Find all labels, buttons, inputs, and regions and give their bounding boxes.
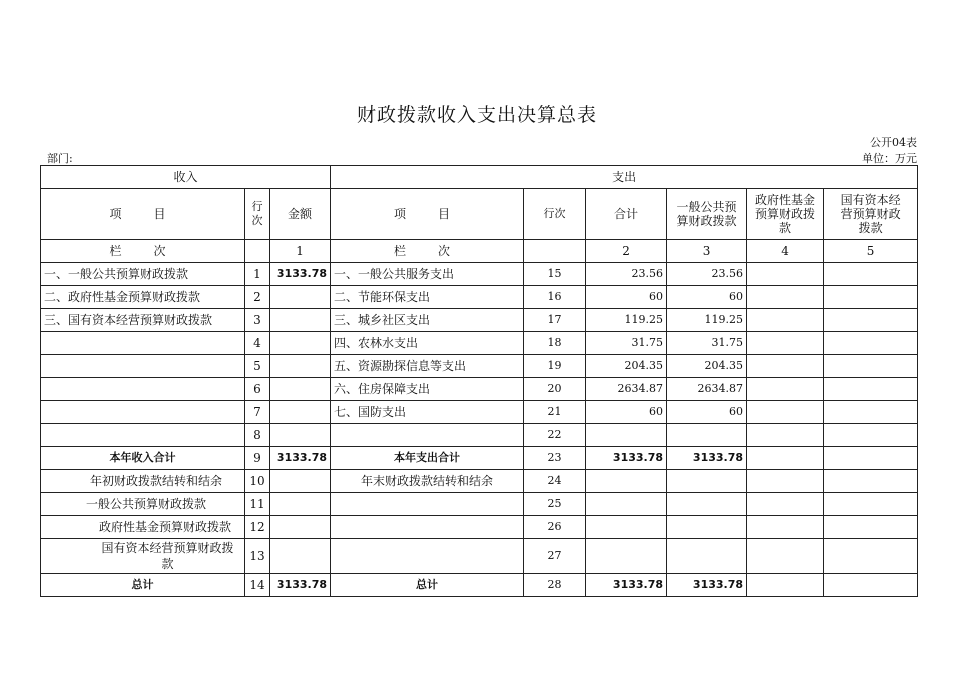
income-line-no: 10 (245, 470, 270, 493)
income-item (41, 378, 245, 401)
general-budget-amount (667, 493, 747, 516)
income-amount (270, 539, 331, 574)
col-number-5: 5 (824, 240, 918, 263)
income-item: 二、政府性基金预算财政拨款 (41, 286, 245, 309)
table-row (41, 378, 918, 401)
state-capital-amount (824, 309, 918, 332)
expense-item (331, 493, 524, 516)
expense-line-no: 16 (524, 286, 586, 309)
total-header: 合计 (586, 189, 667, 240)
fund-budget-amount (747, 447, 824, 470)
income-amount: 3133.78 (270, 574, 331, 597)
col-number-1: 1 (270, 240, 331, 263)
table-row (41, 401, 918, 424)
expense-line-no: 27 (524, 539, 586, 574)
state-capital-amount (824, 447, 918, 470)
income-amount: 3133.78 (270, 263, 331, 286)
income-line-header: 行次 (245, 189, 270, 240)
table-row (41, 470, 918, 493)
expense-item: 总计 (331, 574, 524, 597)
form-number: 公开04表 (870, 136, 917, 149)
general-budget-amount (667, 516, 747, 539)
table-row (41, 574, 918, 597)
fund-budget-amount (747, 355, 824, 378)
expense-line-no: 21 (524, 401, 586, 424)
income-line-no: 1 (245, 263, 270, 286)
fund-budget-amount (747, 309, 824, 332)
expense-item-header: 项 目 (331, 189, 524, 240)
total-amount: 3133.78 (586, 447, 667, 470)
expense-line-no: 20 (524, 378, 586, 401)
table-body (41, 263, 918, 597)
total-amount: 2634.87 (586, 378, 667, 401)
income-amount (270, 470, 331, 493)
table-row (41, 355, 918, 378)
income-amount (270, 309, 331, 332)
general-budget-amount: 60 (667, 401, 747, 424)
col-number-2: 2 (586, 240, 667, 263)
expense-item: 七、国防支出 (331, 401, 524, 424)
income-amount (270, 493, 331, 516)
expense-line-no: 25 (524, 493, 586, 516)
income-header: 收入 (41, 166, 331, 189)
income-item: 总计 (41, 574, 245, 597)
state-capital-amount (824, 286, 918, 309)
fund-budget-amount (747, 516, 824, 539)
expense-item: 四、农林水支出 (331, 332, 524, 355)
general-budget-amount: 204.35 (667, 355, 747, 378)
total-amount (586, 539, 667, 574)
amount-header: 金额 (270, 189, 331, 240)
income-line-no: 6 (245, 378, 270, 401)
income-line-no: 7 (245, 401, 270, 424)
state-capital-amount (824, 574, 918, 597)
expense-line-no: 26 (524, 516, 586, 539)
general-budget-amount: 23.56 (667, 263, 747, 286)
header-row-2 (41, 189, 918, 240)
income-item (41, 332, 245, 355)
expense-line-no: 15 (524, 263, 586, 286)
table-row (41, 286, 918, 309)
fund-budget-amount (747, 401, 824, 424)
income-line-no: 13 (245, 539, 270, 574)
income-item: 一般公共预算财政拨款 (41, 493, 245, 516)
expense-line-header: 行次 (524, 189, 586, 240)
expense-item: 一、一般公共服务支出 (331, 263, 524, 286)
page-title: 财政拨款收入支出决算总表 (356, 104, 597, 126)
income-amount (270, 424, 331, 447)
fund-budget-amount (747, 574, 824, 597)
fund-budget-header: 政府性基金预算财政拨款 (747, 189, 824, 240)
income-line-no: 11 (245, 493, 270, 516)
income-item: 国有资本经营预算财政拨款 (41, 539, 245, 574)
expense-item (331, 516, 524, 539)
state-capital-amount (824, 355, 918, 378)
income-item (41, 401, 245, 424)
income-item: 本年收入合计 (41, 447, 245, 470)
fund-budget-amount (747, 539, 824, 574)
fund-budget-amount (747, 493, 824, 516)
table-row (41, 424, 918, 447)
general-budget-amount: 3133.78 (667, 447, 747, 470)
expense-header: 支出 (331, 166, 918, 189)
table-row (41, 516, 918, 539)
income-line-no: 12 (245, 516, 270, 539)
expense-item: 本年支出合计 (331, 447, 524, 470)
total-amount (586, 470, 667, 493)
fund-budget-amount (747, 424, 824, 447)
income-line-no: 3 (245, 309, 270, 332)
income-amount (270, 516, 331, 539)
total-amount (586, 424, 667, 447)
general-budget-amount (667, 539, 747, 574)
general-budget-amount: 3133.78 (667, 574, 747, 597)
total-amount: 119.25 (586, 309, 667, 332)
state-capital-amount (824, 378, 918, 401)
income-item-header: 项 目 (41, 189, 245, 240)
expense-line-no: 24 (524, 470, 586, 493)
table-row (41, 493, 918, 516)
col-number-3: 3 (667, 240, 747, 263)
income-item: 三、国有资本经营预算财政拨款 (41, 309, 245, 332)
fund-budget-amount (747, 470, 824, 493)
expense-line-no: 18 (524, 332, 586, 355)
income-line-no: 4 (245, 332, 270, 355)
income-item (41, 424, 245, 447)
income-col-label: 栏 次 (41, 240, 245, 263)
income-amount (270, 355, 331, 378)
income-line-no: 2 (245, 286, 270, 309)
header-row-1 (41, 166, 918, 189)
general-budget-amount: 31.75 (667, 332, 747, 355)
total-amount (586, 493, 667, 516)
general-budget-amount: 60 (667, 286, 747, 309)
total-amount: 3133.78 (586, 574, 667, 597)
state-capital-amount (824, 470, 918, 493)
income-item: 政府性基金预算财政拨款 (41, 516, 245, 539)
state-capital-amount (824, 263, 918, 286)
expense-col-label: 栏 次 (331, 240, 524, 263)
fund-budget-amount (747, 263, 824, 286)
table-row (41, 332, 918, 355)
table-row (41, 263, 918, 286)
empty-cell (524, 240, 586, 263)
income-amount: 3133.78 (270, 447, 331, 470)
income-line-no: 14 (245, 574, 270, 597)
income-amount (270, 332, 331, 355)
income-amount (270, 378, 331, 401)
income-amount (270, 286, 331, 309)
income-item: 年初财政拨款结转和结余 (41, 470, 245, 493)
general-budget-amount: 2634.87 (667, 378, 747, 401)
col-number-4: 4 (747, 240, 824, 263)
expense-item (331, 539, 524, 574)
total-amount: 204.35 (586, 355, 667, 378)
total-amount: 31.75 (586, 332, 667, 355)
expense-item (331, 424, 524, 447)
table-row (41, 539, 918, 574)
income-item: 一、一般公共预算财政拨款 (41, 263, 245, 286)
general-budget-amount (667, 470, 747, 493)
income-amount (270, 401, 331, 424)
department-label: 部门: (47, 152, 73, 165)
state-capital-amount (824, 424, 918, 447)
general-budget-header: 一般公共预算财政拨款 (667, 189, 747, 240)
income-line-no: 8 (245, 424, 270, 447)
fund-budget-amount (747, 332, 824, 355)
total-amount: 23.56 (586, 263, 667, 286)
column-number-row (41, 240, 918, 263)
expense-line-no: 28 (524, 574, 586, 597)
table-row (41, 309, 918, 332)
expense-item: 二、节能环保支出 (331, 286, 524, 309)
income-line-no: 5 (245, 355, 270, 378)
state-capital-amount (824, 516, 918, 539)
total-amount: 60 (586, 401, 667, 424)
fund-budget-amount (747, 378, 824, 401)
state-capital-amount (824, 332, 918, 355)
unit-label: 单位：万元 (862, 152, 917, 165)
expense-line-no: 19 (524, 355, 586, 378)
general-budget-amount: 119.25 (667, 309, 747, 332)
income-line-no: 9 (245, 447, 270, 470)
state-capital-amount (824, 539, 918, 574)
expense-item: 六、住房保障支出 (331, 378, 524, 401)
state-capital-amount (824, 493, 918, 516)
expense-line-no: 22 (524, 424, 586, 447)
expense-item: 年末财政拨款结转和结余 (331, 470, 524, 493)
total-amount: 60 (586, 286, 667, 309)
expense-item: 三、城乡社区支出 (331, 309, 524, 332)
empty-cell (245, 240, 270, 263)
expense-line-no: 17 (524, 309, 586, 332)
state-capital-amount (824, 401, 918, 424)
total-amount (586, 516, 667, 539)
fund-budget-amount (747, 286, 824, 309)
state-capital-header: 国有资本经营预算财政拨款 (824, 189, 918, 240)
income-item (41, 355, 245, 378)
financial-summary-table (40, 165, 918, 597)
expense-item: 五、资源勘探信息等支出 (331, 355, 524, 378)
general-budget-amount (667, 424, 747, 447)
table-row (41, 447, 918, 470)
expense-line-no: 23 (524, 447, 586, 470)
